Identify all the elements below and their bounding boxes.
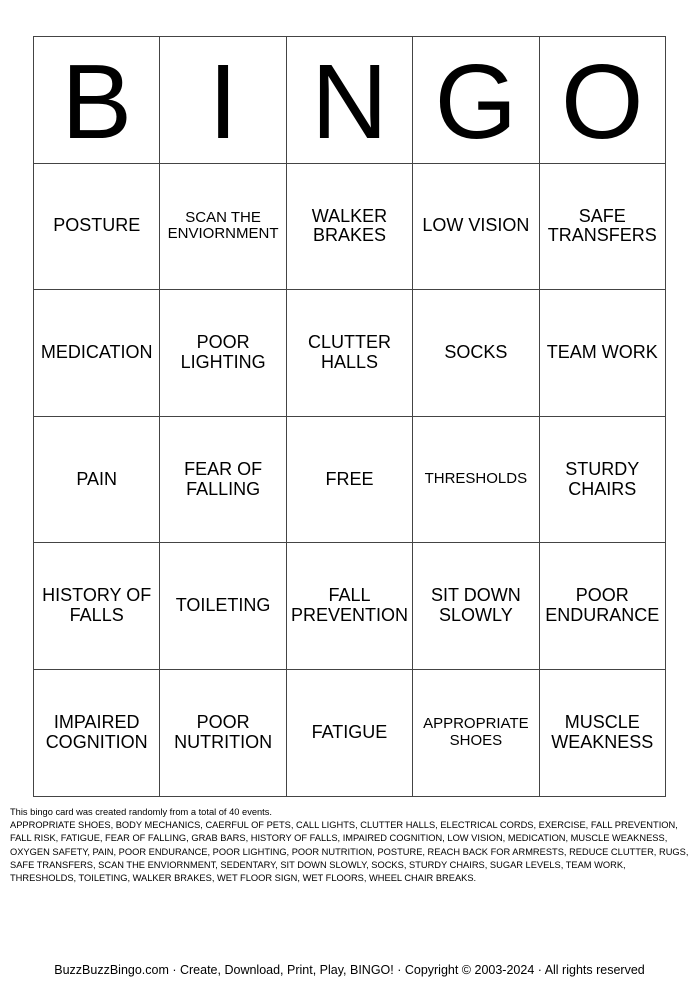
bingo-square: SAFE TRANSFERS xyxy=(539,163,665,290)
card-row-3 xyxy=(34,416,666,543)
bingo-square: FALL PREVENTION xyxy=(286,543,412,670)
card-row-2 xyxy=(34,290,666,417)
header-letter-i: I xyxy=(160,37,286,164)
card-row-1 xyxy=(34,163,666,290)
header-letter-g: G xyxy=(413,37,539,164)
info-event-list: APPROPRIATE SHOES, BODY MECHANICS, CAERFUL OF PETS, CALL LIGHTS, CLUTTER HALLS, ELECTRICAL CORDS, EXERCISE, FALL PREVENTION, FALL RISK, FATIGUE, FEAR OF FALLING, GRAB BARS, HISTORY OF FALLS, IMPAIRED COGNITION, LOW VISION, MEDICATION, MUSCLE WEAKNESS, OXYGEN SAFETY, PAIN, POOR ENDURANCE, POOR LIGHTING, POOR NUTRITION, POSTURE, REACH BACK FOR ARMRESTS, REDUCE CLUTTER, RUGS, SAFE TRANSFERS, SCAN THE ENVIORNMENT, SEDENTARY, SIT DOWN SLOWLY, SOCKS, STURDY CHAIRS, SUGAR LEVELS, TEAM WORK, THRESHOLDS, TOILETING, WALKER BRAKES, WET FLOOR SIGN, WET FLOORS, WHEEL CHAIR BREAKS. xyxy=(10,820,689,884)
bingo-square: STURDY CHAIRS xyxy=(539,416,665,543)
card-info xyxy=(10,806,690,885)
header-letter-n: N xyxy=(286,37,412,164)
bingo-card xyxy=(33,36,666,797)
header-letter-b: B xyxy=(34,37,160,164)
bingo-square: HISTORY OF FALLS xyxy=(34,543,160,670)
bingo-square: POSTURE xyxy=(34,163,160,290)
bingo-square: MEDICATION xyxy=(34,290,160,417)
bingo-square: POOR LIGHTING xyxy=(160,290,286,417)
bingo-square: POOR ENDURANCE xyxy=(539,543,665,670)
bingo-square: PAIN xyxy=(34,416,160,543)
bingo-square: SCAN THE ENVIORNMENT xyxy=(160,163,286,290)
bingo-square: TEAM WORK xyxy=(539,290,665,417)
site-footer: BuzzBuzzBingo.com · Create, Download, Print, Play, BINGO! · Copyright © 2003-2024 · All rights reserved xyxy=(54,963,645,977)
bingo-square: APPROPRIATE SHOES xyxy=(413,669,539,796)
bingo-square: CLUTTER HALLS xyxy=(286,290,412,417)
bingo-square: IMPAIRED COGNITION xyxy=(34,669,160,796)
bingo-square: TOILETING xyxy=(160,543,286,670)
card-row-5 xyxy=(34,669,666,796)
header-row xyxy=(34,37,666,164)
info-intro: This bingo card was created randomly from a total of 40 events. xyxy=(10,807,272,817)
bingo-square: THRESHOLDS xyxy=(413,416,539,543)
header-letter-o: O xyxy=(539,37,665,164)
free-square: FREE xyxy=(286,416,412,543)
bingo-square: SOCKS xyxy=(413,290,539,417)
card-row-4 xyxy=(34,543,666,670)
bingo-square: SIT DOWN SLOWLY xyxy=(413,543,539,670)
bingo-square: LOW VISION xyxy=(413,163,539,290)
bingo-square: WALKER BRAKES xyxy=(286,163,412,290)
bingo-square: FEAR OF FALLING xyxy=(160,416,286,543)
bingo-square: POOR NUTRITION xyxy=(160,669,286,796)
bingo-square: FATIGUE xyxy=(286,669,412,796)
bingo-square: MUSCLE WEAKNESS xyxy=(539,669,665,796)
